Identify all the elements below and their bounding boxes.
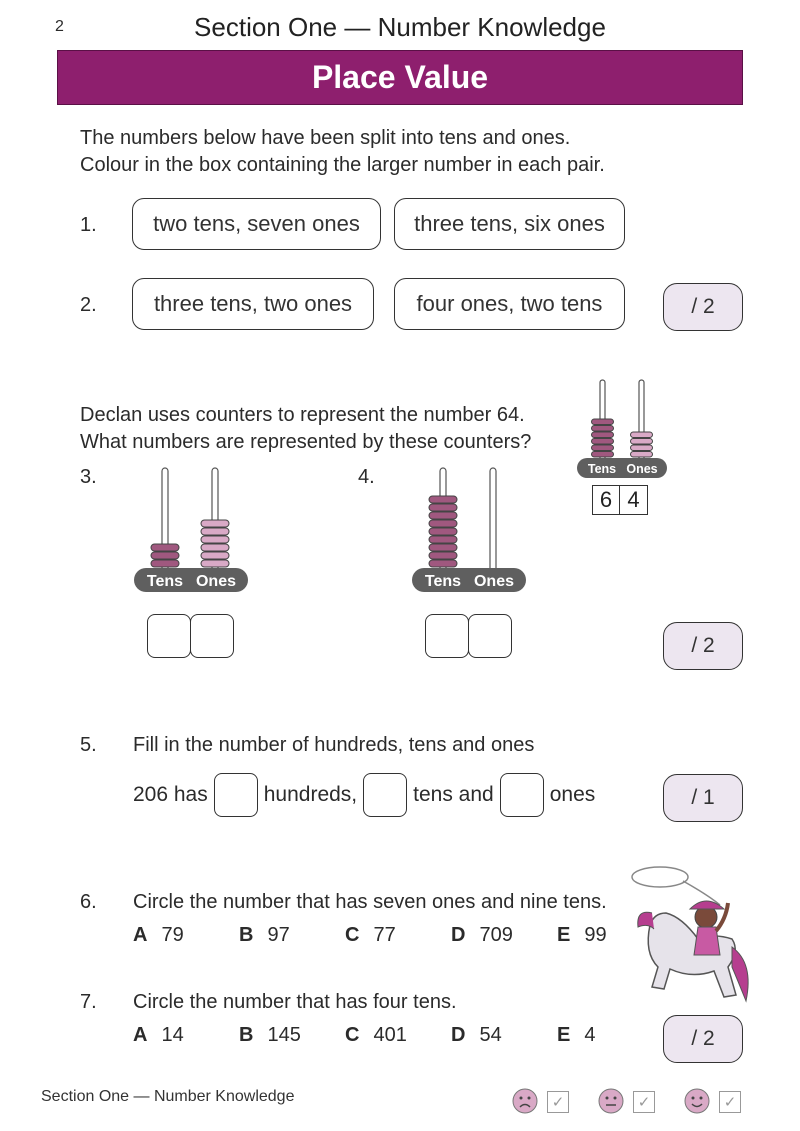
q4-abacus xyxy=(410,466,528,596)
q7-option-a-value: 14 xyxy=(161,1024,184,1046)
q7-option-d-letter: D xyxy=(451,1024,466,1046)
q3-tens-counter xyxy=(151,560,179,567)
reference-abacus xyxy=(575,378,670,482)
q3-ones-label: Ones xyxy=(195,573,237,590)
reference-digit-ones: 4 xyxy=(620,485,648,515)
q6-option-e-letter: E xyxy=(557,924,571,946)
q3-tens-counters xyxy=(151,544,179,567)
q5-fill-line xyxy=(133,773,595,817)
q3-ones-counter xyxy=(201,520,229,527)
score-box-q5: / 1 xyxy=(663,774,743,822)
tick-box-happy[interactable]: ✓ xyxy=(719,1091,741,1113)
q6-option-b[interactable] xyxy=(239,924,345,947)
neutral-face-icon xyxy=(597,1087,625,1115)
q3-ones-counter xyxy=(201,536,229,543)
section-header: Section One — Number Knowledge xyxy=(194,12,606,42)
q7-option-b-value: 145 xyxy=(267,1024,301,1046)
q5-hundreds-box[interactable] xyxy=(214,773,258,817)
counters-intro xyxy=(80,402,531,456)
q2-option-a[interactable]: three tens, two ones xyxy=(132,278,374,330)
q6-option-c[interactable] xyxy=(345,924,451,947)
question-5-number: 5. xyxy=(80,734,97,756)
q5-ones-box[interactable] xyxy=(500,773,544,817)
reference-ones-counter xyxy=(631,452,653,458)
q5-text-hundreds: hundreds, xyxy=(263,783,358,806)
q5-text-tens: tens and xyxy=(413,783,494,806)
q4-tens-label: Tens xyxy=(424,573,462,590)
q3-abacus xyxy=(132,466,250,596)
question-6-number: 6. xyxy=(80,891,97,913)
q3-tens-counter xyxy=(151,544,179,551)
horse-body xyxy=(648,913,736,997)
q7-option-e-value: 4 xyxy=(584,1024,596,1046)
sad-face-icon xyxy=(511,1087,539,1115)
reference-digits xyxy=(592,485,648,515)
q6-option-a-letter: A xyxy=(133,924,148,946)
q4-tens-counter xyxy=(429,544,457,551)
q4-tens-counter xyxy=(429,528,457,535)
happy-face-icon xyxy=(683,1087,711,1115)
q7-option-a-letter: A xyxy=(133,1024,148,1046)
q6-prompt: Circle the number that has seven ones and nine tens. xyxy=(133,891,607,913)
q7-option-e[interactable] xyxy=(557,1024,627,1047)
reference-tens-counter xyxy=(592,419,614,425)
q4-answer-ones[interactable] xyxy=(468,614,512,658)
q7-option-c[interactable] xyxy=(345,1024,451,1047)
rider-body xyxy=(694,927,720,955)
tick-box-neutral[interactable]: ✓ xyxy=(633,1091,655,1113)
score-box-q3-q4: / 2 xyxy=(663,622,743,670)
q3-ones-counter xyxy=(201,544,229,551)
q3-answer-boxes xyxy=(147,614,234,658)
q3-tens-counter xyxy=(151,552,179,559)
q6-option-b-letter: B xyxy=(239,924,254,946)
q4-answer-boxes xyxy=(425,614,512,658)
q4-tens-counter xyxy=(429,520,457,527)
intro-line-2: Colour in the box containing the larger number in each pair. xyxy=(80,154,605,176)
q7-option-b-letter: B xyxy=(239,1024,254,1046)
question-3-number: 3. xyxy=(80,466,97,488)
q3-answer-tens[interactable] xyxy=(147,614,191,658)
q6-options xyxy=(133,924,627,947)
q4-tens-counter xyxy=(429,504,457,511)
counters-intro-line-2: What numbers are represented by these counters? xyxy=(80,431,532,453)
reference-tens-counter xyxy=(592,452,614,458)
tick-box-sad[interactable]: ✓ xyxy=(547,1091,569,1113)
rider-hat xyxy=(690,901,724,909)
q3-ones-counter xyxy=(201,560,229,567)
reference-tens-counters xyxy=(592,419,614,457)
q4-tens-counter xyxy=(429,552,457,559)
q3-ones-counters xyxy=(201,520,229,567)
q7-option-d-value: 54 xyxy=(479,1024,502,1046)
q3-answer-ones[interactable] xyxy=(190,614,234,658)
lasso-loop xyxy=(632,867,688,887)
reference-ones-counter xyxy=(631,439,653,445)
q5-prompt: Fill in the number of hundreds, tens and ones xyxy=(133,734,535,756)
q6-option-d-value: 709 xyxy=(479,924,513,946)
reference-tens-counter xyxy=(592,445,614,451)
score-box-q6-q7: / 2 xyxy=(663,1015,743,1063)
q6-option-a[interactable] xyxy=(133,924,239,947)
page-number: 2 xyxy=(55,18,64,35)
question-4-number: 4. xyxy=(358,466,375,488)
question-2-number: 2. xyxy=(80,294,97,316)
q4-answer-tens[interactable] xyxy=(425,614,469,658)
page-title: Place Value xyxy=(311,59,489,95)
q7-option-c-letter: C xyxy=(345,1024,360,1046)
q3-ones-counter xyxy=(201,552,229,559)
intro-text xyxy=(80,125,605,179)
q4-tens-counter xyxy=(429,496,457,503)
question-1-number: 1. xyxy=(80,214,97,236)
reference-digit-tens: 6 xyxy=(592,485,620,515)
q4-tens-counter xyxy=(429,512,457,519)
reference-ones-counters xyxy=(631,432,653,457)
q5-tens-box[interactable] xyxy=(363,773,407,817)
q4-ones-label: Ones xyxy=(473,573,515,590)
reference-tens-label: Tens xyxy=(587,462,617,476)
q1-option-a[interactable]: two tens, seven ones xyxy=(132,198,381,250)
title-banner xyxy=(57,50,743,105)
q6-option-c-value: 77 xyxy=(373,924,396,946)
q7-option-e-letter: E xyxy=(557,1024,571,1046)
q5-text-ones: ones xyxy=(549,783,596,806)
q7-options xyxy=(133,1024,627,1047)
q7-option-b[interactable] xyxy=(239,1024,345,1047)
q2-option-b[interactable]: four ones, two tens xyxy=(394,278,625,330)
reference-tens-counter xyxy=(592,426,614,432)
q7-option-c-value: 401 xyxy=(373,1024,407,1046)
q6-option-b-value: 97 xyxy=(267,924,290,946)
intro-line-1: The numbers below have been split into tens and ones. xyxy=(80,127,571,149)
q4-ones-rod xyxy=(490,468,496,576)
q7-prompt: Circle the number that has four tens. xyxy=(133,991,457,1013)
q7-option-a[interactable] xyxy=(133,1024,239,1047)
counters-intro-line-1: Declan uses counters to represent the number 64. xyxy=(80,404,525,426)
question-7-number: 7. xyxy=(80,991,97,1013)
q4-tens-counters xyxy=(429,496,457,567)
q1-option-b[interactable]: three tens, six ones xyxy=(394,198,625,250)
q6-option-a-value: 79 xyxy=(161,924,184,946)
reference-ones-counter xyxy=(631,445,653,451)
score-box-q1-q2: / 2 xyxy=(663,283,743,331)
q4-tens-counter xyxy=(429,536,457,543)
q7-option-d[interactable] xyxy=(451,1024,557,1047)
reference-tens-counter xyxy=(592,439,614,445)
reference-ones-label: Ones xyxy=(626,462,658,476)
q6-option-e-value: 99 xyxy=(584,924,607,946)
reference-tens-counter xyxy=(592,432,614,438)
q6-option-c-letter: C xyxy=(345,924,360,946)
q6-option-e[interactable] xyxy=(557,924,627,947)
q4-tens-counter xyxy=(429,560,457,567)
q6-option-d[interactable] xyxy=(451,924,557,947)
q5-text-start: 206 has xyxy=(133,783,208,806)
cowgirl-horse-illustration xyxy=(628,855,756,1005)
horse-mane xyxy=(638,912,654,929)
reference-ones-counter xyxy=(631,432,653,438)
q3-tens-label: Tens xyxy=(146,573,184,590)
footer-text: Section One — Number Knowledge xyxy=(41,1088,295,1105)
q6-option-d-letter: D xyxy=(451,924,466,946)
q3-ones-counter xyxy=(201,528,229,535)
